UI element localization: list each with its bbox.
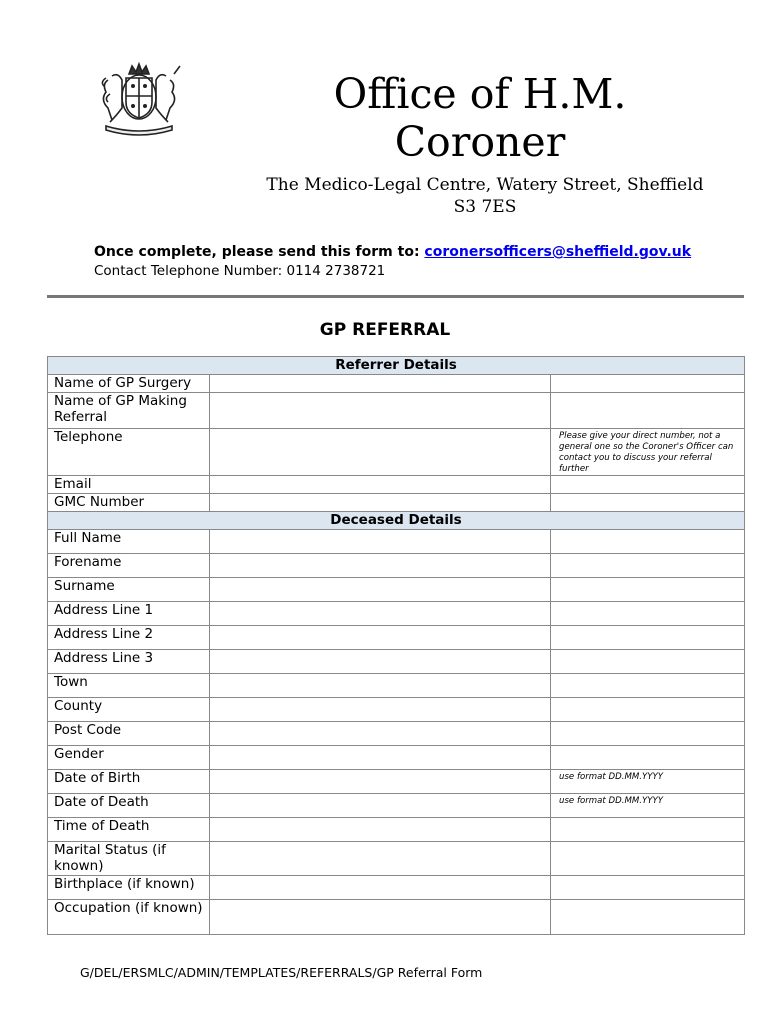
row-label: Name of GP Making Referral [48, 393, 210, 429]
gp-surgery-field[interactable] [210, 375, 551, 393]
row-label: Forename [48, 554, 210, 578]
section-heading-deceased: Deceased Details [48, 512, 745, 530]
document-path-footer: G/DEL/ERSMLC/ADMIN/TEMPLATES/REFERRALS/GP Referral Form [80, 965, 483, 980]
row-note [551, 626, 745, 650]
county-field[interactable] [210, 698, 551, 722]
row-label: Birthplace (if known) [48, 876, 210, 900]
gender-field[interactable] [210, 746, 551, 770]
gp-name-field[interactable] [210, 393, 551, 429]
row-label: Time of Death [48, 818, 210, 842]
office-address [230, 174, 740, 218]
title-line-1: Office of H.M. [333, 70, 627, 118]
post-code-field[interactable] [210, 722, 551, 746]
row-label: Marital Status (if known) [48, 842, 210, 876]
row-label: GMC Number [48, 494, 210, 512]
email-field[interactable] [210, 476, 551, 494]
row-label: Date of Birth [48, 770, 210, 794]
row-label: Occupation (if known) [48, 900, 210, 935]
birthplace-field[interactable] [210, 876, 551, 900]
email-link[interactable]: coronersofficers@sheffield.gov.uk [424, 244, 692, 260]
form-title: GP REFERRAL [319, 320, 451, 340]
divider [47, 295, 744, 298]
date-of-death-field[interactable] [210, 794, 551, 818]
row-label: Name of GP Surgery [48, 375, 210, 393]
row-label: Full Name [48, 530, 210, 554]
address-line-1-field[interactable] [210, 602, 551, 626]
address-line-3-field[interactable] [210, 650, 551, 674]
telephone-note: Please give your direct number, not a general one so the Coroner's Officer can contact you to discuss your referral further [551, 429, 745, 476]
row-label: Address Line 2 [48, 626, 210, 650]
row-label: Telephone [48, 429, 210, 476]
page-title [230, 70, 730, 166]
row-label: Surname [48, 578, 210, 602]
gmc-number-field[interactable] [210, 494, 551, 512]
title-line-2: Coroner [394, 118, 566, 166]
date-format-note: use format DD.MM.YYYY [551, 770, 745, 794]
row-label: Date of Death [48, 794, 210, 818]
row-note [551, 554, 745, 578]
address-line-2-field[interactable] [210, 626, 551, 650]
row-note [551, 578, 745, 602]
row-note [551, 650, 745, 674]
send-instruction [94, 244, 691, 260]
town-field[interactable] [210, 674, 551, 698]
marital-status-field[interactable] [210, 842, 551, 876]
referral-form-table [47, 356, 745, 935]
row-label: Town [48, 674, 210, 698]
row-note [551, 476, 745, 494]
surname-field[interactable] [210, 578, 551, 602]
section-heading-referrer: Referrer Details [48, 357, 745, 375]
row-note [551, 722, 745, 746]
date-of-birth-field[interactable] [210, 770, 551, 794]
row-note [551, 393, 745, 429]
row-label: County [48, 698, 210, 722]
row-note [551, 746, 745, 770]
occupation-field[interactable] [210, 900, 551, 935]
date-format-note: use format DD.MM.YYYY [551, 794, 745, 818]
row-label: Address Line 1 [48, 602, 210, 626]
row-note [551, 842, 745, 876]
time-of-death-field[interactable] [210, 818, 551, 842]
row-note [551, 818, 745, 842]
contact-telephone: Contact Telephone Number: 0114 2738721 [94, 263, 386, 279]
telephone-field[interactable] [210, 429, 551, 476]
row-label: Gender [48, 746, 210, 770]
row-note [551, 530, 745, 554]
address-line-1: The Medico-Legal Centre, Watery Street, Sheffield [266, 175, 704, 195]
row-note [551, 494, 745, 512]
full-name-field[interactable] [210, 530, 551, 554]
forename-field[interactable] [210, 554, 551, 578]
row-note [551, 876, 745, 900]
row-label: Post Code [48, 722, 210, 746]
row-note [551, 674, 745, 698]
row-label: Address Line 3 [48, 650, 210, 674]
row-note [551, 698, 745, 722]
row-note [551, 900, 745, 935]
row-label: Email [48, 476, 210, 494]
send-prefix: Once complete, please send this form to: [94, 244, 425, 260]
address-line-2: S3 7ES [453, 197, 517, 217]
row-note [551, 602, 745, 626]
royal-coat-of-arms-icon [96, 60, 182, 136]
row-note [551, 375, 745, 393]
